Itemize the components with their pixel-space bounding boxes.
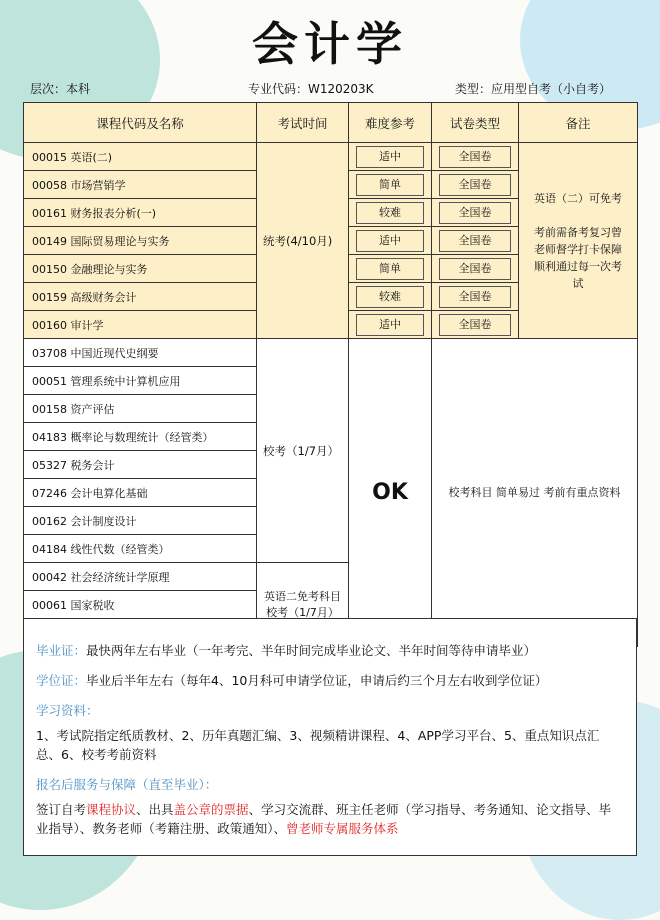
- service-text-part: 签订自考: [36, 802, 87, 817]
- note-english-exempt: 英语（二）可免考: [534, 191, 622, 205]
- table-row: [24, 143, 638, 171]
- course-name: 00160 审计学: [24, 311, 257, 339]
- note-shared: 校考科目 简单易过 考前有重点资料: [432, 339, 638, 647]
- difficulty-value: 适中: [356, 230, 424, 252]
- materials-label: 学习资料：: [36, 703, 99, 718]
- course-name: 00149 国际贸易理论与实务: [24, 227, 257, 255]
- paper-type-value: 全国卷: [439, 314, 511, 336]
- course-name: 00061 国家税收: [24, 591, 257, 619]
- paper-type-value: 全国卷: [439, 286, 511, 308]
- paper-type-value: 全国卷: [439, 146, 511, 168]
- course-name: 04183 概率论与数理统计（经管类）: [24, 423, 257, 451]
- course-name: 00051 管理系统中计算机应用: [24, 367, 257, 395]
- course-name: 07246 会计电算化基础: [24, 479, 257, 507]
- meta-level: 层次：本科: [30, 82, 91, 96]
- course-name: 00159 高级财务会计: [24, 283, 257, 311]
- course-name: 00015 英语(二): [24, 143, 257, 171]
- course-name: 00042 社会经济统计学原理: [24, 563, 257, 591]
- course-table: [23, 102, 638, 647]
- paper-type-value: 全国卷: [439, 202, 511, 224]
- table-row: [24, 339, 638, 367]
- materials-text: 1、考试院指定纸质教材、2、历年真题汇编、3、视频精讲课程、4、APP学习平台、5、重点知识点汇总、6、校考考前资料: [36, 728, 600, 762]
- difficulty-value: 简单: [356, 174, 424, 196]
- paper-type-value: 全国卷: [439, 174, 511, 196]
- course-name: 00058 市场营销学: [24, 171, 257, 199]
- diploma-label: 毕业证：: [36, 643, 87, 658]
- course-name: 00158 资产评估: [24, 395, 257, 423]
- col-header-course: 课程代码及名称: [24, 103, 257, 143]
- page-title: 会计学: [252, 17, 408, 71]
- diploma-text: 最快两年左右毕业（一年考完、半年时间完成毕业论文、半年时间等待申请毕业）: [86, 643, 537, 658]
- note-exam-prep: 考前需备考复习曾老师督学打卡保障顺利通过每一次考试: [534, 225, 622, 290]
- difficulty-value: 较难: [356, 286, 424, 308]
- service-label-row: [36, 775, 622, 794]
- difficulty-value: 较难: [356, 202, 424, 224]
- service-highlight-receipt: 盖公章的票据: [173, 802, 249, 817]
- materials-label-row: [36, 701, 622, 720]
- course-name: 05327 税务会计: [24, 451, 257, 479]
- course-name: 03708 中国近现代史纲要: [24, 339, 257, 367]
- note-unified: [519, 143, 638, 339]
- col-header-exam-time: 考试时间: [257, 103, 349, 143]
- difficulty-shared: [349, 339, 432, 647]
- paper-type-value: 全国卷: [439, 230, 511, 252]
- diploma-row: [36, 641, 622, 660]
- degree-row: [36, 671, 622, 690]
- difficulty-ok: OK: [372, 480, 408, 505]
- col-header-notes: 备注: [519, 103, 638, 143]
- course-name: 00162 会计制度设计: [24, 507, 257, 535]
- meta-code: 专业代码：W120203K: [248, 82, 374, 96]
- exam-time-school: 校考（1/7月）: [257, 339, 349, 563]
- degree-label: 学位证：: [36, 673, 87, 688]
- difficulty-value: 适中: [356, 146, 424, 168]
- meta-type: 类型：应用型自考（小自考）: [455, 82, 612, 96]
- service-text-part: 、出具: [136, 802, 174, 817]
- exam-time-exempt: 英语二免考科目 校考（1/7月）: [257, 563, 349, 647]
- course-name: 00161 财务报表分析(一): [24, 199, 257, 227]
- paper-type-value: 全国卷: [439, 258, 511, 280]
- col-header-difficulty: 难度参考: [349, 103, 432, 143]
- exam-time-unified: 统考(4/10月): [257, 143, 349, 339]
- difficulty-value: 适中: [356, 314, 424, 336]
- service-label: 报名后服务与保障（直至毕业）：: [36, 777, 218, 792]
- service-text: [36, 800, 622, 838]
- service-highlight-agreement: 课程协议: [86, 802, 137, 817]
- col-header-paper-type: 试卷类型: [432, 103, 519, 143]
- course-name: 00150 金融理论与实务: [24, 255, 257, 283]
- difficulty-value: 简单: [356, 258, 424, 280]
- service-highlight-system: 曾老师专属服务体系: [286, 821, 399, 836]
- info-panel: [23, 618, 637, 856]
- degree-text: 毕业后半年左右（每年4、10月科可申请学位证，申请后约三个月左右收到学位证）: [86, 673, 548, 688]
- service-text-part: 、学习交流群、班主任老师（学习指导、考务通知、论文指导、毕业指导）、教务老师（考籍注册、政策通知）、: [36, 802, 612, 836]
- course-name: 04184 线性代数（经管类）: [24, 535, 257, 563]
